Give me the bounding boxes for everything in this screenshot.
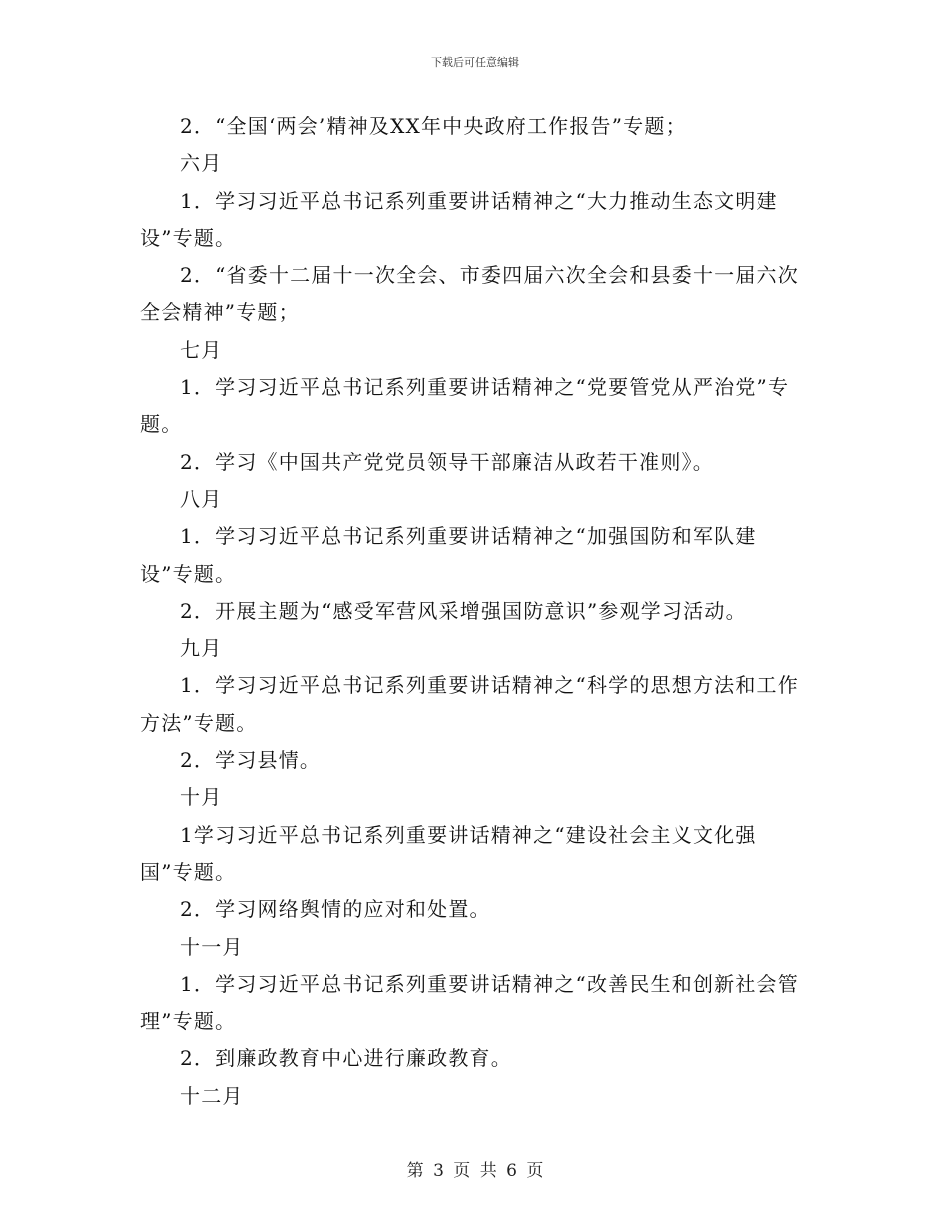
month-heading: 六月 (180, 151, 223, 176)
paragraph: 2．学习《中国共产党党员领导干部廉洁从政若干准则》。 (180, 449, 714, 474)
paragraph: 2．“省委十二届十一次全会、市委四届六次全会和县委十一届六次全会精神”专题； (140, 263, 799, 325)
month-heading: 七月 (180, 337, 223, 362)
paragraph: 2．到廉政教育中心进行廉政教育。 (180, 1046, 512, 1071)
paragraph: 1．学习习近平总书记系列重要讲话精神之“加强国防和军队建设”专题。 (140, 524, 757, 586)
month-heading: 十一月 (180, 934, 244, 959)
paragraph: 2．学习县情。 (180, 748, 322, 773)
paragraph: 2．学习网络舆情的应对和处置。 (180, 897, 491, 922)
paragraph: 1．学习习近平总书记系列重要讲话精神之“改善民生和创新社会管理”专题。 (140, 971, 799, 1034)
page-footer: 第 3 页 共 6 页 (406, 1161, 544, 1181)
month-heading: 九月 (180, 636, 223, 661)
paragraph: 1．学习习近平总书记系列重要讲话精神之“党要管党从严治党”专题。 (140, 375, 790, 437)
paragraph: 1．学习习近平总书记系列重要讲话精神之“大力推动生态文明建设”专题。 (140, 188, 778, 250)
month-heading: 十月 (180, 785, 223, 810)
paragraph: 2．“全国‘两会’精神及XX年中央政府工作报告”专题； (180, 114, 687, 138)
month-heading: 八月 (180, 486, 223, 511)
paragraph: 1学习习近平总书记系列重要讲话精神之“建设社会主义文化强国”专题。 (140, 822, 757, 884)
paragraph: 2．开展主题为“感受军营风采增强国防意识”参观学习活动。 (180, 598, 747, 623)
document-body (140, 108, 810, 1115)
page-header: 下载后可任意编辑 (431, 56, 519, 69)
month-heading: 十二月 (180, 1083, 244, 1108)
paragraph: 1．学习习近平总书记系列重要讲话精神之“科学的思想方法和工作方法”专题。 (140, 673, 799, 735)
